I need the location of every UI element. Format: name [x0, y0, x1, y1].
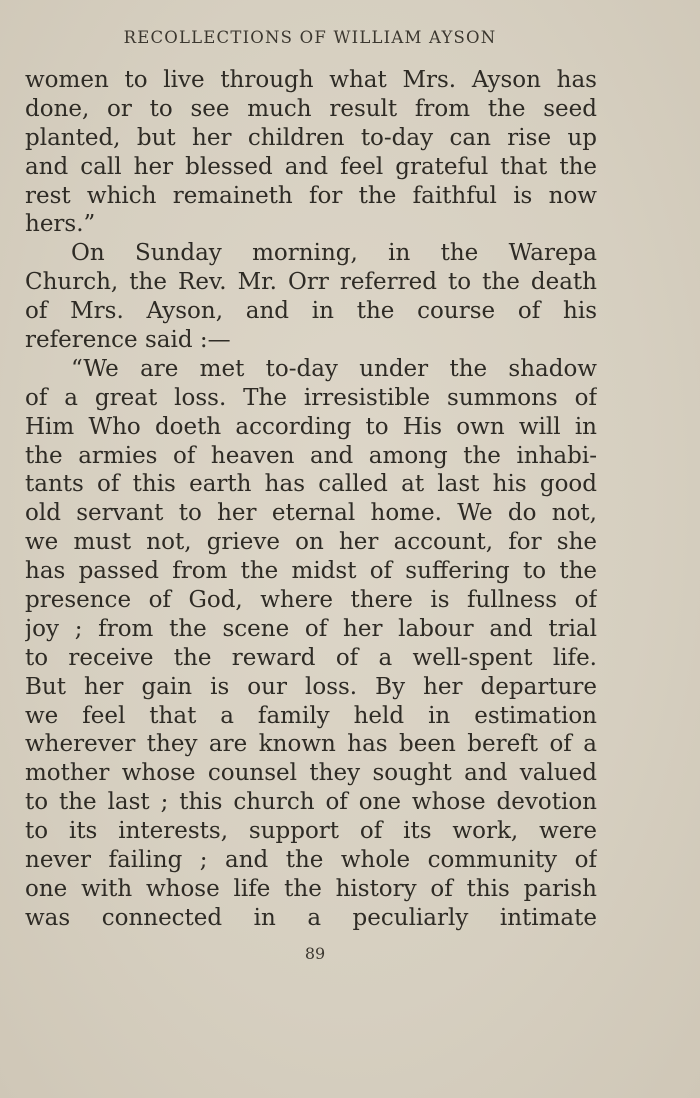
text-line: tants of this earth has called at last his good [25, 471, 597, 498]
running-head: RECOLLECTIONS OF WILLIAM AYSON [123, 28, 497, 47]
text-line: planted, but her children to-day can rise up [25, 124, 597, 151]
page-number: 89 [304, 944, 326, 963]
text-line: one with whose life the history of this parish [25, 875, 597, 902]
text-line: women to live through what Mrs. Ayson has [25, 67, 597, 93]
text-line: rest which remaineth for the faithful is now [25, 182, 597, 209]
text-line: hers.” [25, 211, 96, 238]
text-line: to its interests, support of its work, were [25, 818, 597, 845]
text-line: mother whose counsel they sought and valued [25, 760, 597, 787]
text-line: we must not, grieve on her account, for she [25, 529, 597, 556]
text-line: of Mrs. Ayson, and in the course of his [25, 298, 597, 325]
text-line: “We are met to-day under the shadow [71, 355, 597, 382]
text-line: to the last ; this church of one whose devotion [25, 789, 597, 816]
text-line: was connected in a peculiarly intimate [25, 904, 597, 931]
text-line: Church, the Rev. Mr. Orr referred to the death [25, 269, 597, 296]
text-line: old servant to her eternal home. We do not, [25, 500, 597, 527]
text-line: has passed from the midst of suffering to the [25, 558, 597, 585]
text-line: and call her blessed and feel grateful that the [25, 153, 597, 180]
text-line: But her gain is our loss. By her departure [25, 673, 597, 700]
text-line: of a great loss. The irresistible summons of [25, 384, 597, 411]
text-line: to receive the reward of a well-spent life. [25, 644, 597, 671]
text-line: joy ; from the scene of her labour and trial [25, 615, 597, 642]
text-line: On Sunday morning, in the Warepa [71, 240, 597, 267]
text-line: Him Who doeth according to His own will in [25, 413, 597, 440]
text-line: reference said :— [25, 327, 231, 354]
text-line: wherever they are known has been bereft of a [25, 731, 597, 758]
text-line: the armies of heaven and among the inhabi- [25, 442, 597, 469]
text-line: presence of God, where there is fullness of [25, 587, 597, 614]
text-line: never failing ; and the whole community of [25, 847, 597, 874]
text-line: we feel that a family held in estimation [25, 702, 597, 729]
body-text [25, 66, 597, 933]
text-line: done, or to see much result from the seed [25, 95, 597, 122]
